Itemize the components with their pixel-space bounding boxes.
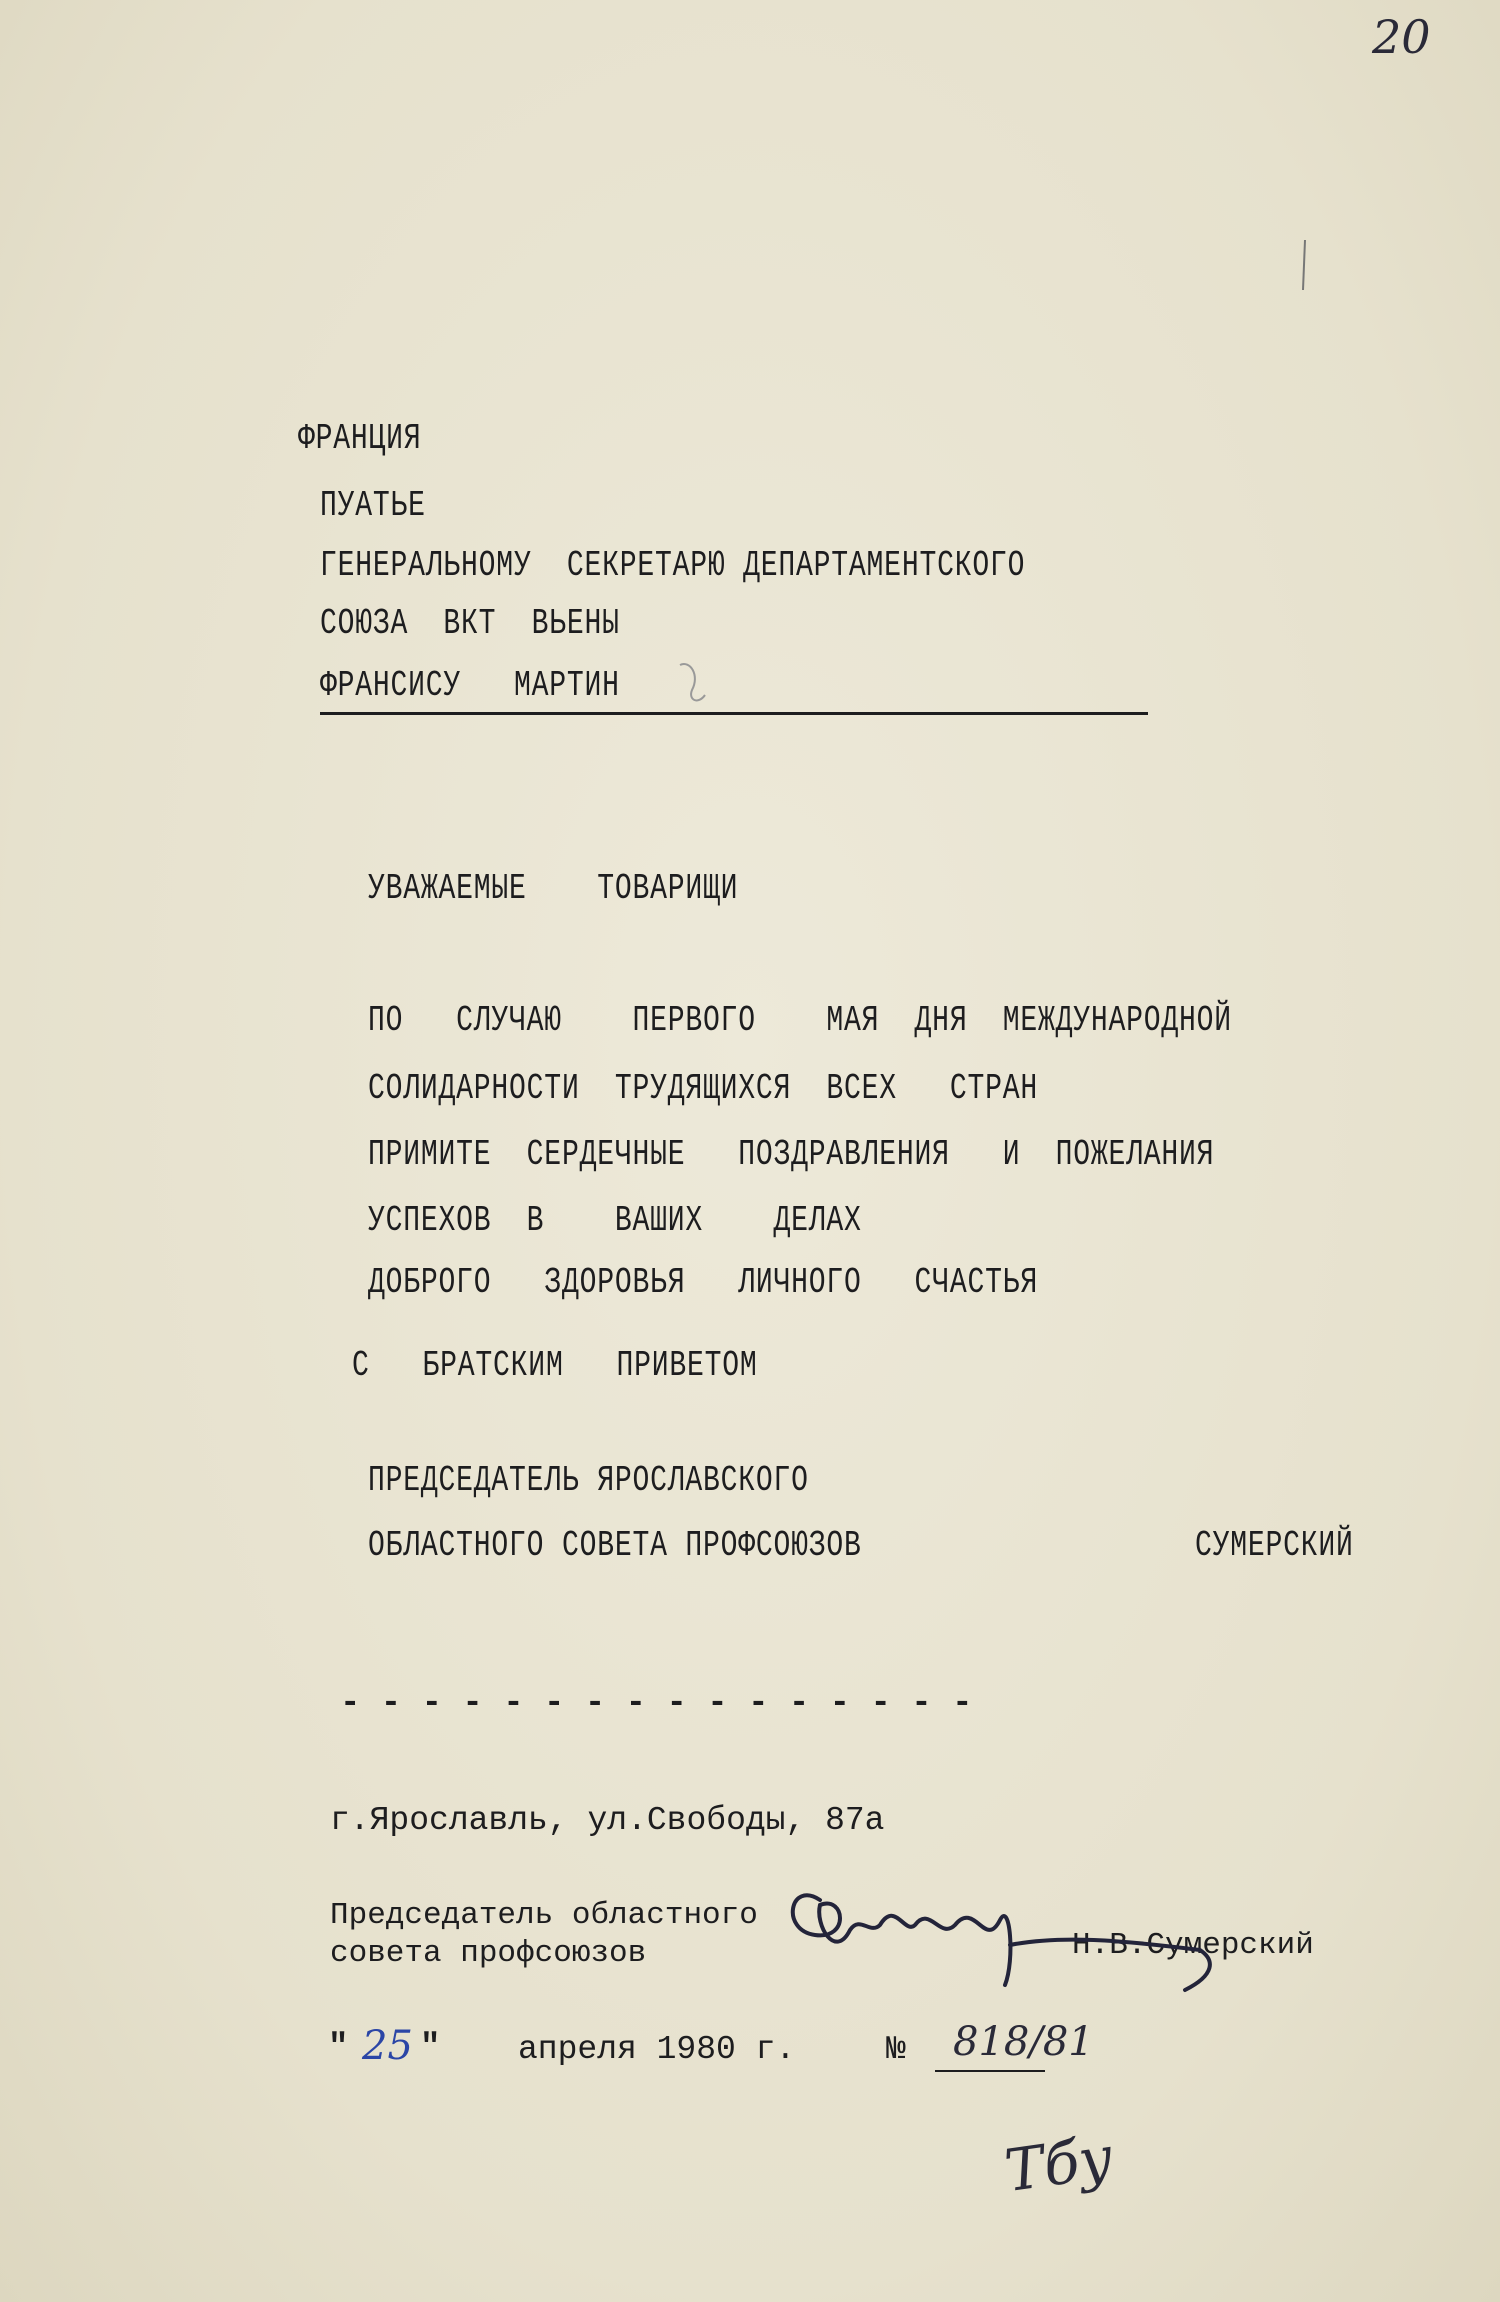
address-city: ПУАТЬЕ — [320, 485, 426, 526]
salutation: УВАЖАЕМЫЕ ТОВАРИЩИ — [368, 868, 739, 909]
closing: С БРАТСКИМ ПРИВЕТОМ — [352, 1345, 758, 1386]
margin-tick — [1303, 240, 1305, 290]
footer-address: г.Ярославль, ул.Свободы, 87а — [330, 1802, 885, 1839]
signature-block-line-2: ОБЛАСТНОГО СОВЕТА ПРОФСОЮЗОВ — [368, 1525, 862, 1566]
separator-dashes: - - - - - - - - - - - - - - - - — [340, 1685, 973, 1723]
address-line-3: ФРАНСИСУ МАРТИН — [320, 665, 620, 706]
address-flourish — [680, 664, 705, 700]
footer-signer-name: Н.В.Сумерский — [1072, 1928, 1314, 1963]
footer-signer-line-1: Председатель областного — [330, 1898, 758, 1933]
date-open-quote: " — [328, 2029, 350, 2067]
date-day: 25 — [362, 2023, 413, 2069]
body-line-2: СОЛИДАРНОСТИ ТРУДЯЩИХСЯ ВСЕХ СТРАН — [368, 1068, 1038, 1109]
signature-block-line-1: ПРЕДСЕДАТЕЛЬ ЯРОСЛАВСКОГО — [368, 1460, 809, 1501]
signature-block-name: СУМЕРСКИЙ — [1195, 1525, 1354, 1566]
number-value: 818/81 — [953, 2019, 1094, 2065]
body-line-5: ДОБРОГО ЗДОРОВЬЯ ЛИЧНОГО СЧАСТЬЯ — [368, 1262, 1038, 1303]
footer-signer-line-2: совета профсоюзов — [330, 1936, 647, 1971]
archive-page-number: 20 — [1372, 10, 1431, 64]
address-line-2: СОЮЗА ВКТ ВЬЕНЫ — [320, 603, 620, 644]
address-line-1: ГЕНЕРАЛЬНОМУ СЕКРЕТАРЮ ДЕПАРТАМЕНТСКОГО — [320, 545, 1026, 586]
address-country: ФРАНЦИЯ — [298, 418, 422, 459]
date-close-quote: " — [420, 2029, 442, 2067]
date-rest: апреля 1980 г. — [518, 2031, 796, 2068]
initials-note: Тбу — [1000, 2122, 1117, 2206]
body-line-4: УСПЕХОВ В ВАШИХ ДЕЛАХ — [368, 1200, 862, 1241]
body-line-3: ПРИМИТЕ СЕРДЕЧНЫЕ ПОЗДРАВЛЕНИЯ И ПОЖЕЛАНИЯ — [368, 1134, 1215, 1175]
number-label: № — [886, 2031, 907, 2068]
body-line-1: ПО СЛУЧАЮ ПЕРВОГО МАЯ ДНЯ МЕЖДУНАРОДНОЙ — [368, 1000, 1232, 1041]
signature-scribble — [793, 1895, 1210, 1990]
